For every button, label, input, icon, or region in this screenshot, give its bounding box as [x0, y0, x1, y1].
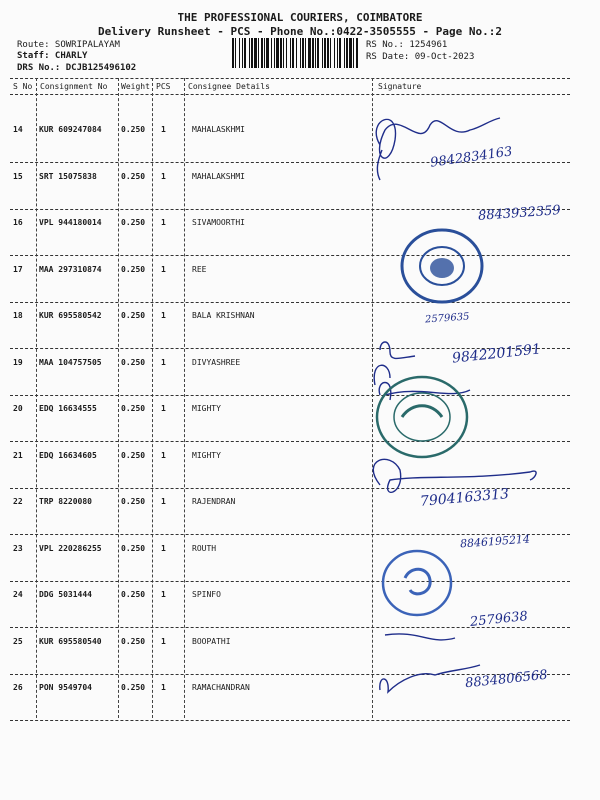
row-weight: 0.250 [121, 125, 146, 134]
col-divider [184, 78, 185, 718]
barcode-bar [356, 38, 358, 68]
row-pcs: 1 [161, 544, 166, 553]
barcode-bar [258, 38, 259, 68]
row-sno: 16 [13, 218, 23, 227]
barcode-bar [322, 38, 323, 68]
row-consignee: BOOPATHI [192, 637, 231, 646]
signature-phone: 9842201591 [451, 341, 542, 367]
row-consignment-no: KUR 695580542 [39, 311, 102, 320]
signature-stroke [373, 459, 536, 492]
row-sno: 14 [13, 125, 23, 134]
row-pcs: 1 [161, 358, 166, 367]
row-consignee: REE [192, 265, 207, 274]
row-sno: 25 [13, 637, 23, 646]
row-pcs: 1 [161, 451, 166, 460]
row-consignment-no: MAA 297310874 [39, 265, 102, 274]
barcode-bar [274, 38, 275, 68]
row-weight: 0.250 [121, 544, 146, 553]
row-consignee: SPINFO [192, 590, 221, 599]
row-consignment-no: DDG 5031444 [39, 590, 92, 599]
round-stamp [372, 372, 472, 462]
barcode-bar [330, 38, 331, 68]
col-divider [118, 78, 119, 718]
barcode-bar [235, 38, 236, 68]
row-sno: 20 [13, 404, 23, 413]
barcode-bar [317, 38, 319, 68]
row-pcs: 1 [161, 683, 166, 692]
col-header-consignee: Consignee Details [188, 82, 270, 91]
signature-phone: 8843932359 [477, 203, 562, 224]
drs-number: DRS No.: DCJB125496102 [17, 63, 137, 73]
barcode [232, 38, 360, 68]
row-pcs: 1 [161, 172, 166, 181]
row-weight: 0.250 [121, 451, 146, 460]
row-consignment-no: KUR 695580540 [39, 637, 102, 646]
barcode-bar [334, 38, 335, 68]
barcode-bar [271, 38, 272, 68]
col-divider [36, 78, 37, 718]
barcode-bar [324, 38, 326, 68]
row-consignment-no: PON 9549704 [39, 683, 92, 692]
barcode-bar [264, 38, 265, 68]
signature-phone: 2579635 [424, 311, 470, 326]
row-pcs: 1 [161, 125, 166, 134]
row-weight: 0.250 [121, 358, 146, 367]
barcode-bar [261, 38, 263, 68]
barcode-bar [305, 38, 306, 68]
signature-phone: 9842834163 [429, 144, 514, 171]
row-pcs: 1 [161, 311, 166, 320]
row-weight: 0.250 [121, 683, 146, 692]
signature-stroke [380, 342, 415, 359]
barcode-bar [286, 38, 287, 68]
header-rule [10, 94, 570, 95]
row-consignee: RAJENDRAN [192, 497, 236, 506]
row-consignee: ROUTH [192, 544, 217, 553]
row-consignee: BALA KRISHNAN [192, 311, 255, 320]
col-divider [152, 78, 153, 718]
row-consignee: MIGHTY [192, 451, 221, 460]
barcode-bar [337, 38, 338, 68]
row-sno: 18 [13, 311, 23, 320]
row-consignment-no: KUR 609247084 [39, 125, 102, 134]
barcode-bar [242, 38, 243, 68]
row-consignment-no: SRT 15075838 [39, 172, 97, 181]
signature-stroke [385, 634, 455, 640]
row-consignment-no: VPL 220286255 [39, 544, 102, 553]
table-top-rule [10, 78, 570, 79]
barcode-bar [312, 38, 314, 68]
row-consignment-no: MAA 104757505 [39, 358, 102, 367]
barcode-bar [346, 38, 348, 68]
barcode-bar [302, 38, 304, 68]
signature-phone: 2579638 [469, 609, 529, 630]
barcode-bar [276, 38, 279, 68]
row-weight: 0.250 [121, 311, 146, 320]
signature-stroke [377, 150, 382, 180]
spinforce-stamp [380, 548, 455, 618]
row-consignment-no: EDQ 16634605 [39, 451, 97, 460]
runsheet-subtitle: Delivery Runsheet - PCS - Phone No.:0422-3505555 - Page No.:2 [98, 25, 502, 38]
barcode-bar [339, 38, 341, 68]
barcode-bar [239, 38, 240, 68]
row-sno: 19 [13, 358, 23, 367]
row-weight: 0.250 [121, 590, 146, 599]
rs-date: RS Date: 09-Oct-2023 [366, 52, 475, 62]
col-header-consignment: Consignment No [40, 82, 108, 91]
barcode-bar [353, 38, 354, 68]
barcode-bar [283, 38, 284, 68]
barcode-bar [251, 38, 253, 68]
row-pcs: 1 [161, 497, 166, 506]
row-consignee: MAHALAKSHMI [192, 172, 245, 181]
barcode-bar [280, 38, 282, 68]
company-stamp [398, 226, 486, 306]
row-sno: 22 [13, 497, 23, 506]
row-pcs: 1 [161, 265, 166, 274]
row-consignment-no: VPL 944180014 [39, 218, 102, 227]
row-sno: 21 [13, 451, 23, 460]
row-sno: 24 [13, 590, 23, 599]
barcode-bar [232, 38, 234, 68]
col-header-weight: Weight [121, 82, 150, 91]
row-pcs: 1 [161, 590, 166, 599]
row-sno: 26 [13, 683, 23, 692]
row-pcs: 1 [161, 637, 166, 646]
barcode-bar [266, 38, 269, 68]
row-sno: 17 [13, 265, 23, 274]
row-sno: 23 [13, 544, 23, 553]
row-pcs: 1 [161, 404, 166, 413]
route-label: Route: SOWRIPALAYAM [17, 40, 120, 50]
row-consignee: RAMACHANDRAN [192, 683, 250, 692]
signature-phone: 8834806568 [464, 667, 549, 692]
row-weight: 0.250 [121, 172, 146, 181]
barcode-bar [292, 38, 294, 68]
row-consignment-no: TRP 8220080 [39, 497, 92, 506]
row-consignee: DIVYASHREE [192, 358, 241, 367]
row-consignee: MAHALASKHMI [192, 125, 245, 134]
row-weight: 0.250 [121, 218, 146, 227]
barcode-bar [300, 38, 301, 68]
signature-phone: 8846195214 [459, 532, 531, 551]
col-header-sno: S No [13, 82, 33, 91]
rs-number: RS No.: 1254961 [366, 40, 448, 50]
row-weight: 0.250 [121, 404, 146, 413]
row-weight: 0.250 [121, 265, 146, 274]
row-weight: 0.250 [121, 497, 146, 506]
barcode-bar [344, 38, 345, 68]
barcode-bar [308, 38, 311, 68]
col-header-signature: Signature [378, 82, 422, 91]
row-consignee: SIVAMOORTHI [192, 218, 245, 227]
row-weight: 0.250 [121, 637, 146, 646]
barcode-bar [254, 38, 257, 68]
barcode-bar [290, 38, 291, 68]
barcode-bar [244, 38, 246, 68]
barcode-bar [249, 38, 250, 68]
col-header-pcs: PCS [156, 82, 171, 91]
row-divider [10, 720, 570, 721]
staff-label: Staff: CHARLY [17, 51, 88, 61]
company-title: THE PROFESSIONAL COURIERS, COIMBATORE [177, 11, 423, 24]
barcode-bar [349, 38, 352, 68]
barcode-bar [296, 38, 297, 68]
signature-phone: 7904163313 [419, 486, 510, 510]
barcode-bar [315, 38, 316, 68]
row-consignee: MIGHTY [192, 404, 221, 413]
barcode-bar [327, 38, 329, 68]
row-pcs: 1 [161, 218, 166, 227]
row-sno: 15 [13, 172, 23, 181]
row-consignment-no: EDQ 16634555 [39, 404, 97, 413]
